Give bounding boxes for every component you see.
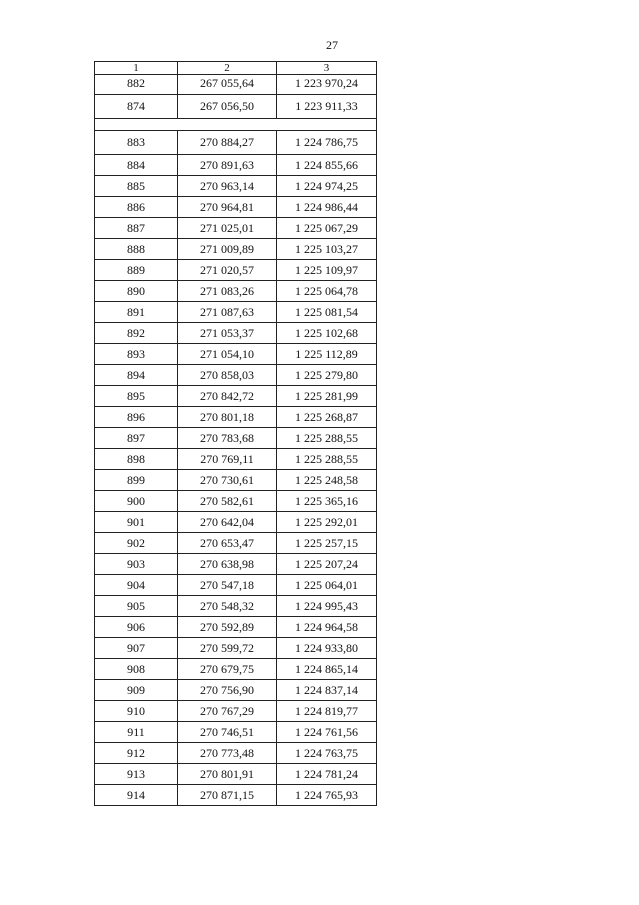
point-number-cell: 885: [95, 176, 178, 197]
table-row: [95, 743, 377, 764]
point-number-cell: 909: [95, 680, 178, 701]
table-row: [95, 131, 377, 155]
point-number-cell: 905: [95, 596, 178, 617]
point-number-cell: 892: [95, 323, 178, 344]
y-coordinate-cell: 1 224 986,44: [277, 197, 377, 218]
x-coordinate-cell: 270 746,51: [178, 722, 277, 743]
x-coordinate-cell: 270 548,32: [178, 596, 277, 617]
y-coordinate-cell: 1 224 761,56: [277, 722, 377, 743]
point-number-cell: 903: [95, 554, 178, 575]
y-coordinate-cell: 1 225 268,87: [277, 407, 377, 428]
table-row: [95, 785, 377, 806]
point-number-cell: 896: [95, 407, 178, 428]
x-coordinate-cell: 270 783,68: [178, 428, 277, 449]
y-coordinate-cell: 1 224 765,93: [277, 785, 377, 806]
table-row: [95, 176, 377, 197]
point-number-cell: 874: [95, 95, 178, 119]
y-coordinate-cell: 1 224 974,25: [277, 176, 377, 197]
y-coordinate-cell: 1 225 365,16: [277, 491, 377, 512]
x-coordinate-cell: 270 730,61: [178, 470, 277, 491]
y-coordinate-cell: 1 224 781,24: [277, 764, 377, 785]
table-row: [95, 680, 377, 701]
x-coordinate-cell: 270 599,72: [178, 638, 277, 659]
table-row: [95, 554, 377, 575]
point-number-cell: 891: [95, 302, 178, 323]
table-row: [95, 575, 377, 596]
x-coordinate-cell: 270 547,18: [178, 575, 277, 596]
table-row: [95, 239, 377, 260]
y-coordinate-cell: 1 225 279,80: [277, 365, 377, 386]
y-coordinate-cell: 1 224 855,66: [277, 155, 377, 176]
column-header-y: 3: [277, 62, 377, 75]
x-coordinate-cell: 271 025,01: [178, 218, 277, 239]
y-coordinate-cell: 1 225 103,27: [277, 239, 377, 260]
x-coordinate-cell: 270 679,75: [178, 659, 277, 680]
x-coordinate-cell: 270 842,72: [178, 386, 277, 407]
table-gap-cell: [95, 119, 377, 131]
point-number-cell: 889: [95, 260, 178, 281]
table-row: [95, 428, 377, 449]
y-coordinate-cell: 1 225 257,15: [277, 533, 377, 554]
point-number-cell: 904: [95, 575, 178, 596]
x-coordinate-cell: 271 009,89: [178, 239, 277, 260]
x-coordinate-cell: 270 638,98: [178, 554, 277, 575]
x-coordinate-cell: 270 964,81: [178, 197, 277, 218]
table-row: [95, 722, 377, 743]
y-coordinate-cell: 1 225 109,97: [277, 260, 377, 281]
point-number-cell: 890: [95, 281, 178, 302]
table-row: [95, 596, 377, 617]
x-coordinate-cell: 270 653,47: [178, 533, 277, 554]
table-row: [95, 218, 377, 239]
x-coordinate-cell: 270 773,48: [178, 743, 277, 764]
point-number-cell: 895: [95, 386, 178, 407]
x-coordinate-cell: 271 053,37: [178, 323, 277, 344]
x-coordinate-cell: 271 020,57: [178, 260, 277, 281]
point-number-cell: 901: [95, 512, 178, 533]
table-row: [95, 470, 377, 491]
table-row: [95, 491, 377, 512]
point-number-cell: 911: [95, 722, 178, 743]
point-number-cell: 908: [95, 659, 178, 680]
table-row: [95, 365, 377, 386]
table-row: [95, 638, 377, 659]
y-coordinate-cell: 1 225 288,55: [277, 428, 377, 449]
x-coordinate-cell: 271 083,26: [178, 281, 277, 302]
x-coordinate-cell: 270 592,89: [178, 617, 277, 638]
point-number-cell: 897: [95, 428, 178, 449]
point-number-cell: 906: [95, 617, 178, 638]
point-number-cell: 883: [95, 131, 178, 155]
point-number-cell: 884: [95, 155, 178, 176]
y-coordinate-cell: 1 224 933,80: [277, 638, 377, 659]
y-coordinate-cell: 1 224 786,75: [277, 131, 377, 155]
table-header-row: [95, 62, 377, 75]
table-row: [95, 533, 377, 554]
table-row: [95, 281, 377, 302]
table-row: [95, 764, 377, 785]
table-row: [95, 197, 377, 218]
y-coordinate-cell: 1 225 248,58: [277, 470, 377, 491]
y-coordinate-cell: 1 225 081,54: [277, 302, 377, 323]
x-coordinate-cell: 270 858,03: [178, 365, 277, 386]
y-coordinate-cell: 1 224 964,58: [277, 617, 377, 638]
point-number-cell: 894: [95, 365, 178, 386]
table-gap-row: [95, 119, 377, 131]
table-row: [95, 155, 377, 176]
point-number-cell: 910: [95, 701, 178, 722]
x-coordinate-cell: 270 769,11: [178, 449, 277, 470]
table-row: [95, 407, 377, 428]
table-row: [95, 302, 377, 323]
point-number-cell: 914: [95, 785, 178, 806]
point-number-cell: 898: [95, 449, 178, 470]
x-coordinate-cell: 271 054,10: [178, 344, 277, 365]
table-row: [95, 323, 377, 344]
table-row: [95, 449, 377, 470]
point-number-cell: 907: [95, 638, 178, 659]
table-row: [95, 659, 377, 680]
table-row: [95, 260, 377, 281]
x-coordinate-cell: 270 767,29: [178, 701, 277, 722]
x-coordinate-cell: 267 055,64: [178, 75, 277, 95]
point-number-cell: 912: [95, 743, 178, 764]
point-number-cell: 902: [95, 533, 178, 554]
y-coordinate-cell: 1 223 970,24: [277, 75, 377, 95]
x-coordinate-cell: 270 963,14: [178, 176, 277, 197]
x-coordinate-cell: 270 801,18: [178, 407, 277, 428]
x-coordinate-cell: 270 891,63: [178, 155, 277, 176]
x-coordinate-cell: 270 871,15: [178, 785, 277, 806]
y-coordinate-cell: 1 225 292,01: [277, 512, 377, 533]
x-coordinate-cell: 270 642,04: [178, 512, 277, 533]
coordinates-table: [94, 61, 377, 806]
point-number-cell: 882: [95, 75, 178, 95]
point-number-cell: 893: [95, 344, 178, 365]
y-coordinate-cell: 1 225 067,29: [277, 218, 377, 239]
y-coordinate-cell: 1 224 865,14: [277, 659, 377, 680]
point-number-cell: 888: [95, 239, 178, 260]
point-number-cell: 899: [95, 470, 178, 491]
x-coordinate-cell: 267 056,50: [178, 95, 277, 119]
y-coordinate-cell: 1 225 102,68: [277, 323, 377, 344]
table-row: [95, 75, 377, 95]
y-coordinate-cell: 1 224 819,77: [277, 701, 377, 722]
y-coordinate-cell: 1 224 837,14: [277, 680, 377, 701]
page-number: 27: [326, 38, 338, 52]
x-coordinate-cell: 270 801,91: [178, 764, 277, 785]
x-coordinate-cell: 270 884,27: [178, 131, 277, 155]
y-coordinate-cell: 1 224 763,75: [277, 743, 377, 764]
table-row: [95, 701, 377, 722]
y-coordinate-cell: 1 225 064,78: [277, 281, 377, 302]
table-row: [95, 386, 377, 407]
column-header-x: 2: [178, 62, 277, 75]
point-number-cell: 913: [95, 764, 178, 785]
x-coordinate-cell: 270 582,61: [178, 491, 277, 512]
y-coordinate-cell: 1 225 281,99: [277, 386, 377, 407]
y-coordinate-cell: 1 224 995,43: [277, 596, 377, 617]
column-header-point-number: 1: [95, 62, 178, 75]
y-coordinate-cell: 1 225 207,24: [277, 554, 377, 575]
y-coordinate-cell: 1 225 112,89: [277, 344, 377, 365]
y-coordinate-cell: 1 223 911,33: [277, 95, 377, 119]
x-coordinate-cell: 270 756,90: [178, 680, 277, 701]
table-row: [95, 344, 377, 365]
table-row: [95, 512, 377, 533]
point-number-cell: 886: [95, 197, 178, 218]
x-coordinate-cell: 271 087,63: [178, 302, 277, 323]
y-coordinate-cell: 1 225 064,01: [277, 575, 377, 596]
table-row: [95, 617, 377, 638]
coordinates-table-body: [95, 62, 377, 806]
table-row: [95, 95, 377, 119]
point-number-cell: 900: [95, 491, 178, 512]
point-number-cell: 887: [95, 218, 178, 239]
y-coordinate-cell: 1 225 288,55: [277, 449, 377, 470]
